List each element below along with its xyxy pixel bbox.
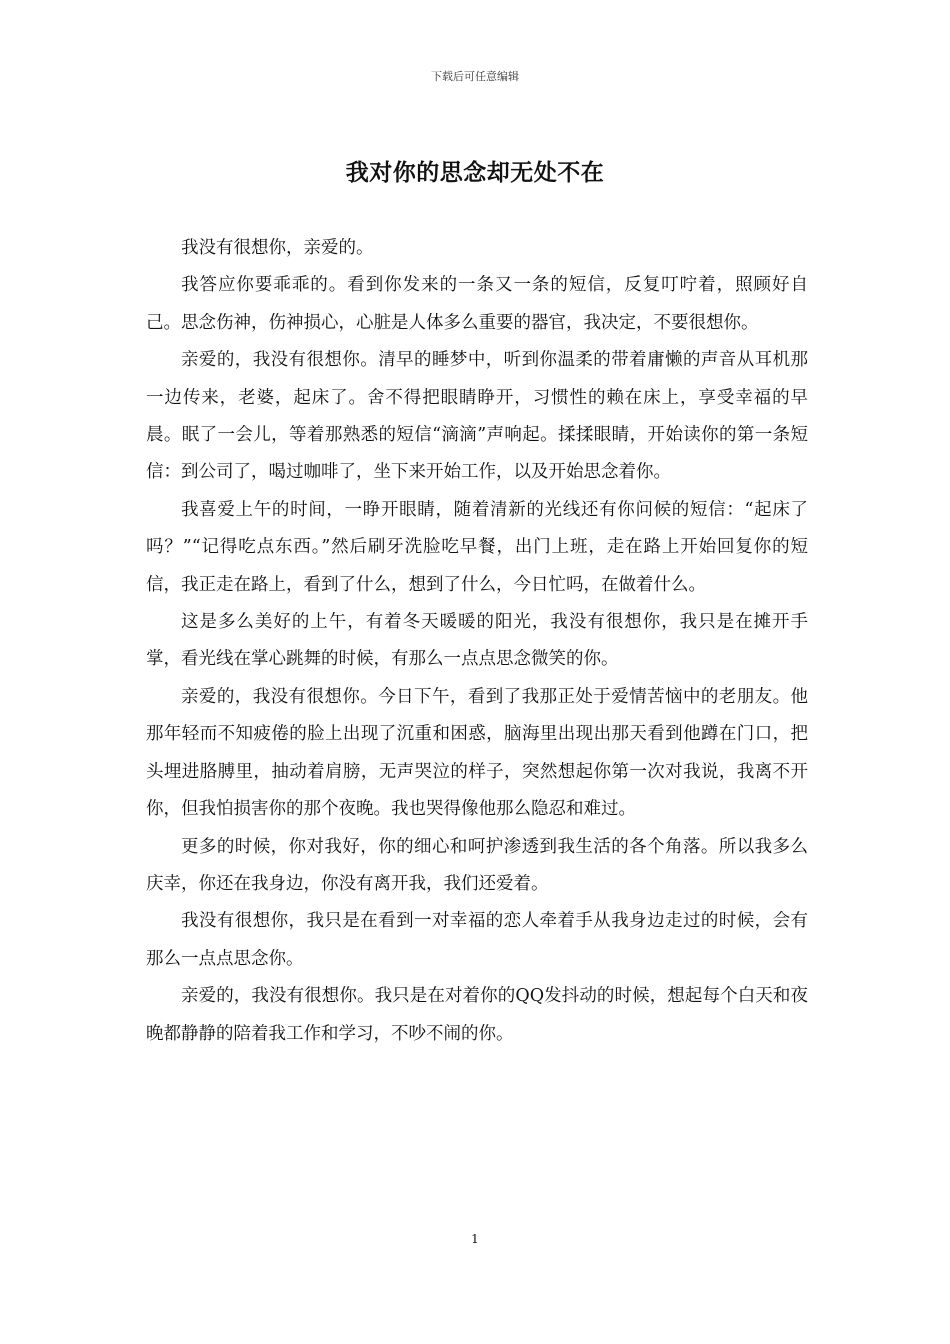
paragraph: 更多的时候，你对我好，你的细心和呵护渗透到我生活的各个角落。所以我多么庆幸，你还在我身边，你没有离开我，我们还爱着。 [146,836,808,894]
paragraph: 亲爱的，我没有很想你。今日下午，看到了我那正处于爱情苦恼中的老朋友。他那年轻而不知疲倦的脸上出现了沉重和困惑，脑海里出现出那天看到他蹲在门口，把头埋进胳膊里，抽动着肩膀，无声哭泣的样子，突然想起你第一次对我说，我离不开你，但我怕损害你的那个夜晚。我也哭得像他那么隐忍和难过。 [146,686,808,820]
paragraph: 我答应你要乖乖的。看到你发来的一条又一条的短信，反复叮咛着，照顾好自己。思念伤神，伤神损心，心脏是人体多么重要的器官，我决定，不要很想你。 [146,275,808,333]
document-title: 我对你的思念却无处不在 [345,159,605,186]
page-number: 1 [471,1232,479,1246]
paragraph: 亲爱的，我没有很想你。清早的睡梦中，听到你温柔的带着庸懒的声音从耳机那一边传来，老婆，起床了。舍不得把眼睛睁开，习惯性的赖在床上，享受幸福的早晨。眠了一会儿，等着那熟悉的短信“滴滴”声响起。揉揉眼睛，开始读你的第一条短信：到公司了，喝过咖啡了，坐下来开始工作，以及开始思念着你。 [146,350,808,483]
paragraph: 我没有很想你，我只是在看到一对幸福的恋人牵着手从我身边走过的时候，会有那么一点点思念你。 [146,911,808,969]
paragraph: 亲爱的，我没有很想你。我只是在对着你的QQ发抖动的时候，想起每个白天和夜晚都静静的陪着我工作和学习，不吵不闹的你。 [146,986,808,1044]
page-header: 下载后可任意编辑 [431,70,519,83]
paragraph: 我没有很想你，亲爱的。 [181,238,374,258]
paragraph: 这是多么美好的上午，有着冬天暖暖的阳光，我没有很想你，我只是在摊开手掌，看光线在掌心跳舞的时候，有那么一点点思念微笑的你。 [146,612,808,670]
document-body [146,230,808,1053]
paragraph: 我喜爱上午的时间，一睁开眼睛，随着清新的光线还有你问候的短信：“起床了吗？”“记得吃点东西。”然后刷牙洗脸吃早餐，出门上班，走在路上开始回复你的短信，我正走在路上，看到了什么，想到了什么，今日忙吗，在做着什么。 [146,499,808,595]
